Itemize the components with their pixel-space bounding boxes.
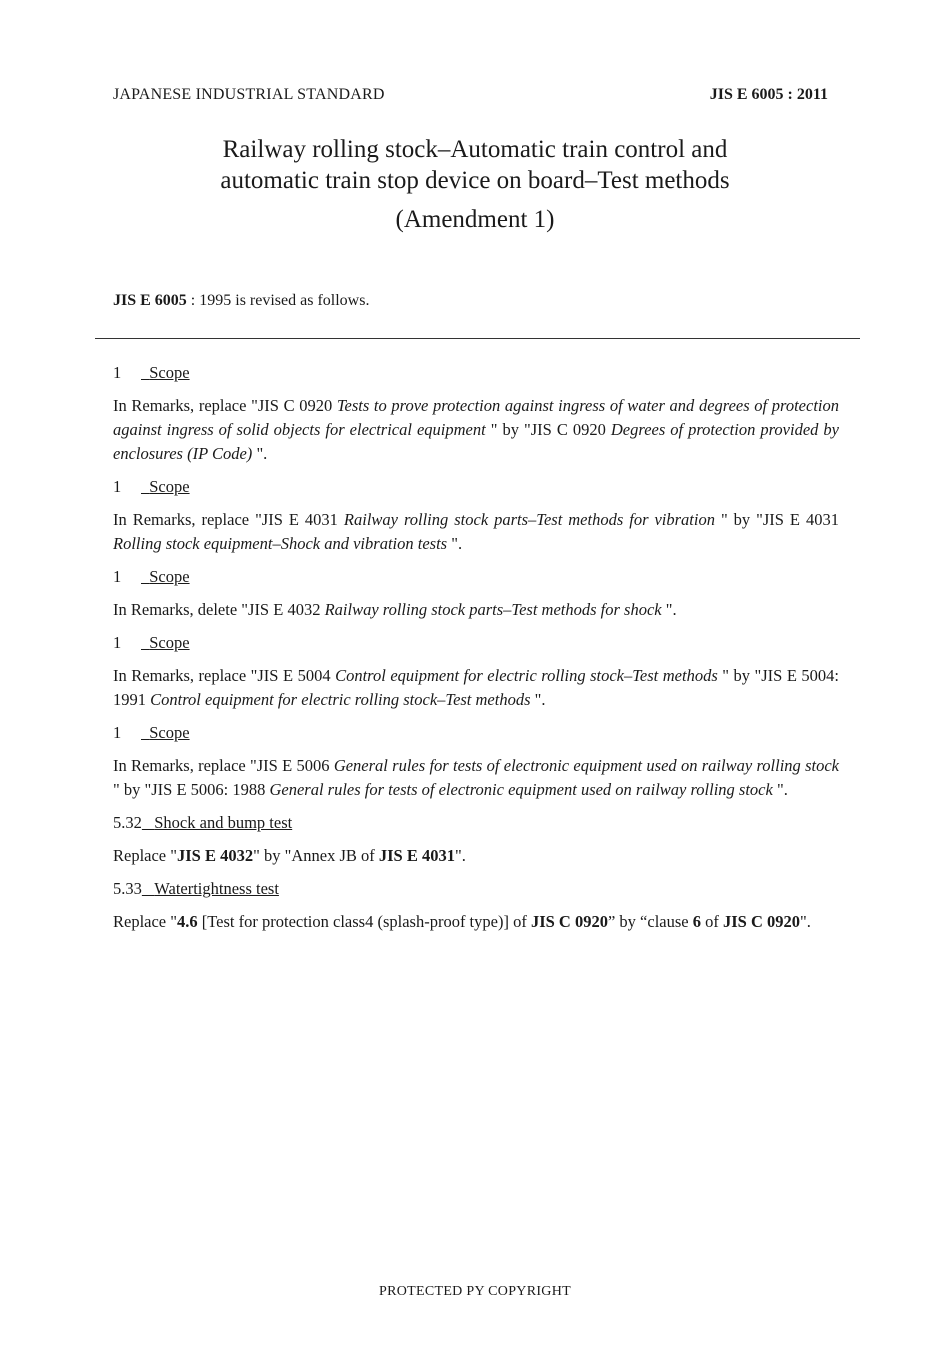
- body-text: of: [700, 912, 723, 931]
- section-heading: [113, 631, 839, 655]
- cited-title: Degrees of protection provided by enclosures (IP Code): [113, 420, 839, 463]
- section-number: 1: [113, 567, 122, 586]
- copyright-footer: PROTECTED PY COPYRIGHT: [379, 1284, 571, 1299]
- cited-title: General rules for tests of electronic equipment used on railway rolling stock: [269, 780, 773, 799]
- body-text: " by "Annex JB of: [253, 846, 379, 865]
- clause-reference: 4.6: [177, 912, 198, 931]
- body-text: ".: [772, 780, 788, 799]
- body-text: [Test for protection class4 (splash-proof type)] of: [197, 912, 531, 931]
- section-title: Scope: [149, 477, 190, 496]
- standard-reference: JIS E 4032: [177, 846, 254, 865]
- section-title: Scope: [149, 567, 190, 586]
- section-heading: [113, 565, 839, 589]
- body-text: ” by “clause: [607, 912, 693, 931]
- section-body: [113, 394, 839, 466]
- body-text: " by "JIS E 5004: 1991: [113, 666, 839, 709]
- body-text: ".: [530, 690, 546, 709]
- section-body: [113, 664, 839, 712]
- header-standard-number: JIS E 6005 : 2011: [709, 86, 828, 103]
- section-watertightness-test: [113, 877, 839, 934]
- section-title: Shock and bump test: [154, 813, 293, 832]
- header-standard-label: JAPANESE INDUSTRIAL STANDARD: [113, 86, 385, 103]
- section-number: 1: [113, 633, 122, 652]
- cited-title: Railway rolling stock parts–Test methods for vibration: [343, 510, 715, 529]
- body-text: Replace ": [113, 846, 177, 865]
- section-scope-4: [113, 631, 839, 712]
- revision-text: : 1995 is revised as follows.: [186, 292, 370, 309]
- body-text: ".: [661, 600, 677, 619]
- section-heading: [113, 811, 839, 835]
- section-number: 5.32: [113, 813, 142, 832]
- section-number: 5.33: [113, 879, 142, 898]
- section-body: [113, 910, 839, 934]
- body-text: In Remarks, replace "JIS E 5006: [113, 756, 334, 775]
- section-number: 1: [113, 363, 122, 382]
- body-text: " by "JIS C 0920: [485, 420, 611, 439]
- revision-standard: JIS E 6005: [113, 292, 187, 309]
- section-body: [113, 508, 839, 556]
- section-body: [113, 754, 839, 802]
- section-scope-1: [113, 361, 839, 466]
- revision-statement: [113, 292, 369, 310]
- body-text: In Remarks, delete "JIS E 4032: [113, 600, 325, 619]
- cited-title: Railway rolling stock parts–Test methods for shock: [324, 600, 662, 619]
- standard-reference: JIS E 4031: [378, 846, 455, 865]
- section-heading: [113, 877, 839, 901]
- cited-title: Control equipment for electric rolling stock–Test methods: [150, 690, 531, 709]
- section-scope-5: [113, 721, 839, 802]
- cited-title: Tests to prove protection against ingress of water and degrees of protection against ingress of solid objects for electrical equipment: [113, 396, 839, 439]
- body-text: " by "JIS E 5006: 1988: [113, 780, 270, 799]
- body-text: Replace ": [113, 912, 177, 931]
- section-heading: [113, 361, 839, 385]
- body-text: ".: [454, 846, 466, 865]
- body-text: ".: [447, 534, 463, 553]
- section-number: 1: [113, 477, 122, 496]
- body-text: In Remarks, replace "JIS E 4031: [113, 510, 344, 529]
- section-body: [113, 844, 839, 868]
- section-number: 1: [113, 723, 122, 742]
- document-title: [0, 134, 950, 196]
- section-scope-3: [113, 565, 839, 622]
- section-title: Scope: [149, 723, 190, 742]
- clause-reference: 6: [692, 912, 701, 931]
- amendment-content: [113, 361, 839, 943]
- title-line-1: Railway rolling stock–Automatic train control and: [222, 136, 728, 163]
- body-text: In Remarks, replace "JIS E 5004: [113, 666, 336, 685]
- horizontal-rule: [95, 338, 860, 339]
- body-text: ".: [252, 444, 268, 463]
- cited-title: Rolling stock equipment–Shock and vibration tests: [113, 534, 448, 553]
- body-text: " by "JIS E 4031: [714, 510, 839, 529]
- section-title: Scope: [149, 363, 190, 382]
- section-heading: [113, 475, 839, 499]
- cited-title: Control equipment for electric rolling stock–Test methods: [335, 666, 718, 685]
- title-line-2: automatic train stop device on board–Test methods: [220, 167, 730, 194]
- cited-title: General rules for tests of electronic equipment used on railway rolling stock: [333, 756, 839, 775]
- section-heading: [113, 721, 839, 745]
- body-text: ".: [799, 912, 811, 931]
- standard-reference: JIS C 0920: [722, 912, 800, 931]
- standard-reference: JIS C 0920: [530, 912, 608, 931]
- section-body: [113, 598, 839, 622]
- section-scope-2: [113, 475, 839, 556]
- section-title: Scope: [149, 633, 190, 652]
- title-amendment: (Amendment 1): [395, 206, 555, 233]
- body-text: In Remarks, replace "JIS C 0920: [113, 396, 337, 415]
- section-title: Watertightness test: [154, 879, 279, 898]
- section-shock-bump-test: [113, 811, 839, 868]
